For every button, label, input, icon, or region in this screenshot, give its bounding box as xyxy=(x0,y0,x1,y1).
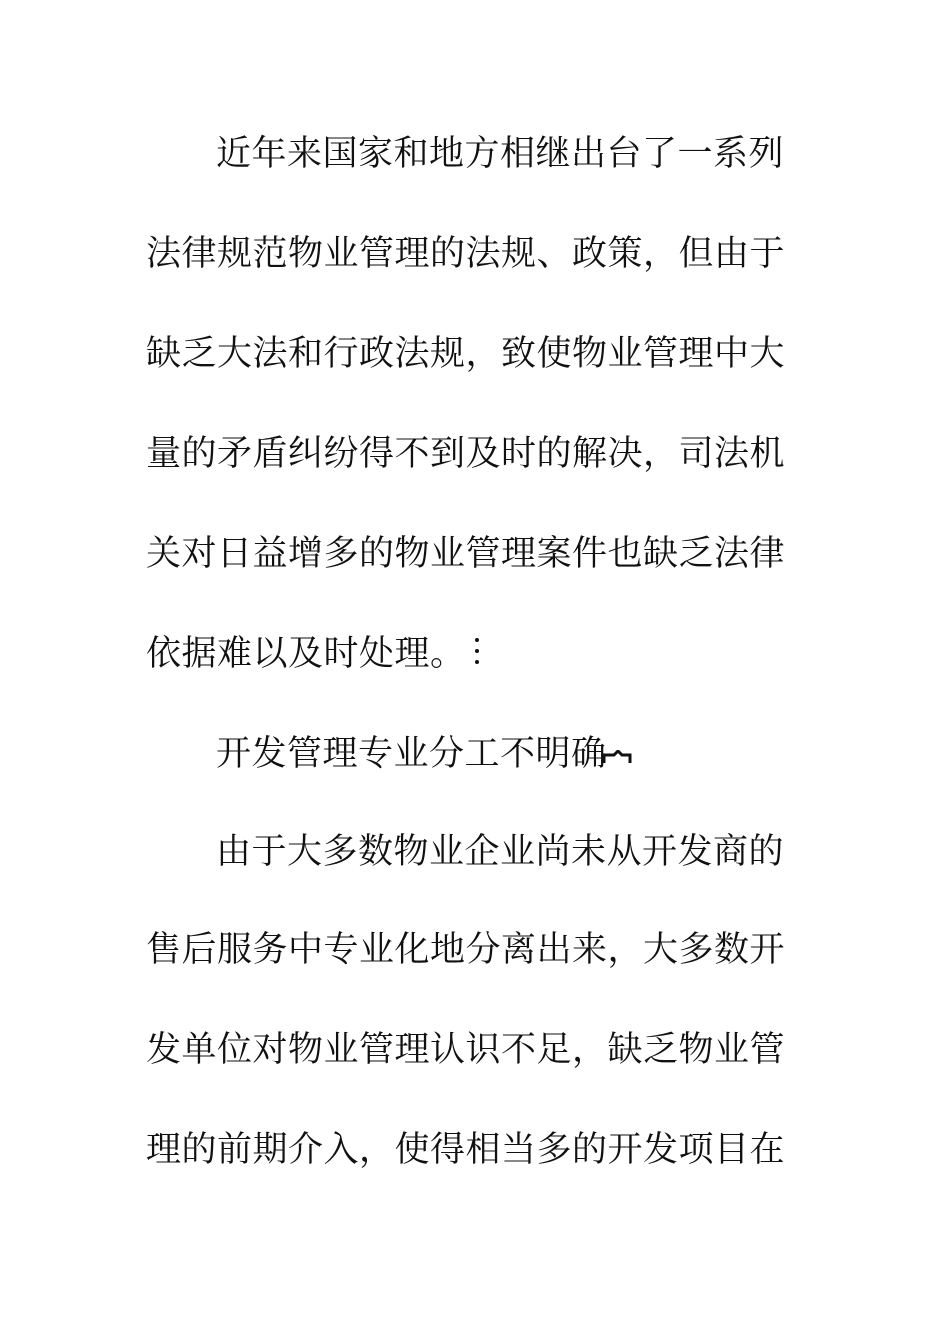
paragraph-1-line-1: 近年来国家和地方相继出台了一系列 xyxy=(216,134,785,174)
paragraph-2-line-1: 由于大多数物业企业尚未从开发商的 xyxy=(216,832,785,872)
paragraph-1-line-5: 关对日益增多的物业管理案件也缺乏法律 xyxy=(146,534,786,574)
paragraph-1-line-4: 量的矛盾纠纷得不到及时的解决，司法机 xyxy=(146,434,786,474)
paragraph-1-line-3: 缺乏大法和行政法规，致使物业管理中大 xyxy=(146,334,786,374)
paragraph-2-line-2: 售后服务中专业化地分离出来，大多数开 xyxy=(146,930,786,970)
section-heading: 开发管理专业分工不明确 xyxy=(216,734,607,774)
paragraph-1-line-6: 依据难以及时处理。 xyxy=(146,634,466,674)
paragraph-1-line-2: 法律规范物业管理的法规、政策，但由于 xyxy=(146,234,786,274)
section-end-mark-icon xyxy=(602,750,632,764)
paragraph-2-line-3: 发单位对物业管理认识不足，缺乏物业管 xyxy=(146,1030,786,1070)
paragraph-2-line-4: 理的前期介入，使得相当多的开发项目在 xyxy=(146,1130,786,1170)
vertical-ellipsis-icon xyxy=(474,636,480,666)
